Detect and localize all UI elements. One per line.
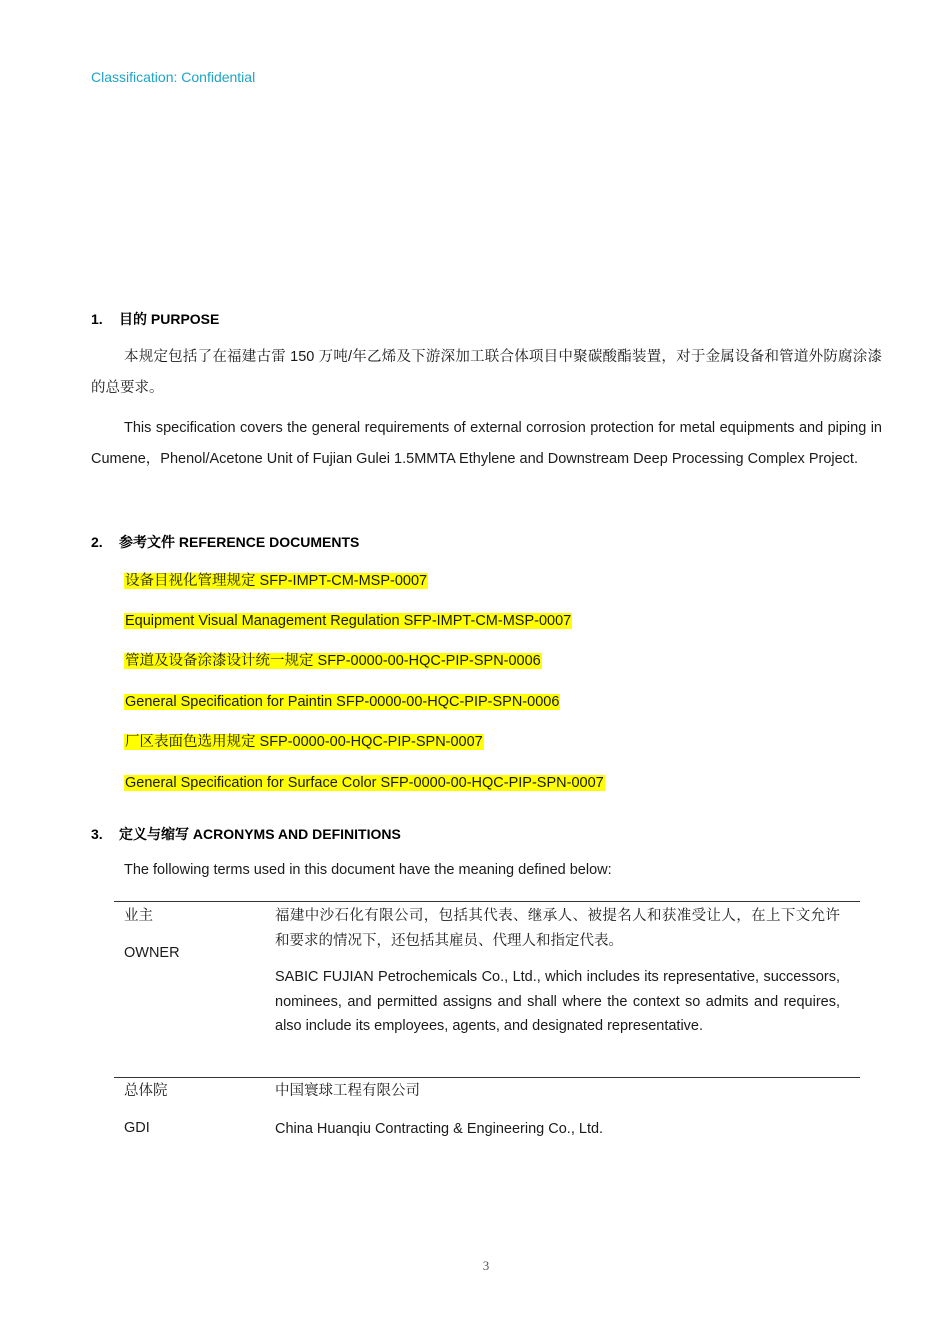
classification-label: Classification: Confidential bbox=[91, 69, 256, 85]
desc-en: China Huanqiu Contracting & Engineering Co., Ltd. bbox=[275, 1120, 604, 1137]
definition-row-gdi bbox=[114, 1078, 860, 1153]
reference-item bbox=[124, 691, 560, 713]
reference-item bbox=[124, 610, 572, 632]
definition-description bbox=[275, 902, 850, 1077]
section-title: 定义与缩写 ACRONYMS AND DEFINITIONS bbox=[119, 826, 401, 842]
term-cn: 业主 bbox=[124, 908, 153, 924]
reference-text: General Specification for Paintin SFP-0000-00-HQC-PIP-SPN-0006 bbox=[125, 694, 560, 710]
reference-item bbox=[124, 570, 428, 592]
purpose-paragraph-en: This specification covers the general requirements of external corrosion protection for metal equipments and piping in Cumene，Phenol/Acetone Unit of Fujian Gulei 1.5MMTA Ethylene and Downstream Deep Processing Complex Project. bbox=[91, 420, 882, 467]
term-en: OWNER bbox=[124, 945, 180, 961]
reference-text: Equipment Visual Management Regulation SFP-IMPT-CM-MSP-0007 bbox=[125, 613, 572, 629]
desc-cn: 福建中沙石化有限公司，包括其代表、继承人、被提名人和获准受让人，在上下文允许和要求的情况下，还包括其雇员、代理人和指定代表。 bbox=[275, 908, 840, 949]
section-number: 2. bbox=[91, 534, 103, 550]
section-title: 参考文件 REFERENCE DOCUMENTS bbox=[119, 534, 360, 550]
section-heading-definitions bbox=[91, 824, 401, 844]
page-number: 3 bbox=[482, 1258, 490, 1273]
definition-term bbox=[114, 902, 275, 1077]
definition-row-owner bbox=[114, 902, 860, 1078]
desc-en: SABIC FUJIAN Petrochemicals Co., Ltd., which includes its representative, successors, nominees, and permitted assigns and shall where the context so admits and requires, also include its employees, agents, and designated representative. bbox=[275, 969, 840, 1034]
section-heading-references bbox=[91, 532, 359, 552]
definitions-table bbox=[114, 901, 860, 1153]
reference-item bbox=[124, 772, 605, 794]
reference-text: 设备目视化管理规定 SFP-IMPT-CM-MSP-0007 bbox=[125, 573, 428, 589]
definition-term bbox=[114, 1078, 275, 1153]
reference-item bbox=[124, 731, 484, 753]
section-title: 目的 PURPOSE bbox=[119, 311, 220, 327]
reference-text: 厂区表面色选用规定 SFP-0000-00-HQC-PIP-SPN-0007 bbox=[125, 734, 483, 750]
term-en: GDI bbox=[124, 1120, 150, 1136]
section-number: 1. bbox=[91, 311, 103, 327]
reference-item bbox=[124, 650, 542, 672]
reference-text: General Specification for Surface Color SFP-0000-00-HQC-PIP-SPN-0007 bbox=[125, 775, 604, 791]
reference-text: 管道及设备涂漆设计统一规定 SFP-0000-00-HQC-PIP-SPN-0006 bbox=[125, 653, 541, 669]
section-heading-purpose bbox=[91, 309, 219, 329]
purpose-paragraph-cn: 本规定包括了在福建古雷 150 万吨/年乙烯及下游深加工联合体项目中聚碳酸酯装置，对于金属设备和管道外防腐涂漆的总要求。 bbox=[91, 349, 882, 396]
desc-cn: 中国寰球工程有限公司 bbox=[275, 1083, 420, 1099]
definition-description bbox=[275, 1078, 850, 1153]
term-cn: 总体院 bbox=[124, 1083, 168, 1099]
definitions-intro: The following terms used in this document have the meaning defined below: bbox=[124, 862, 612, 878]
section-number: 3. bbox=[91, 826, 103, 842]
